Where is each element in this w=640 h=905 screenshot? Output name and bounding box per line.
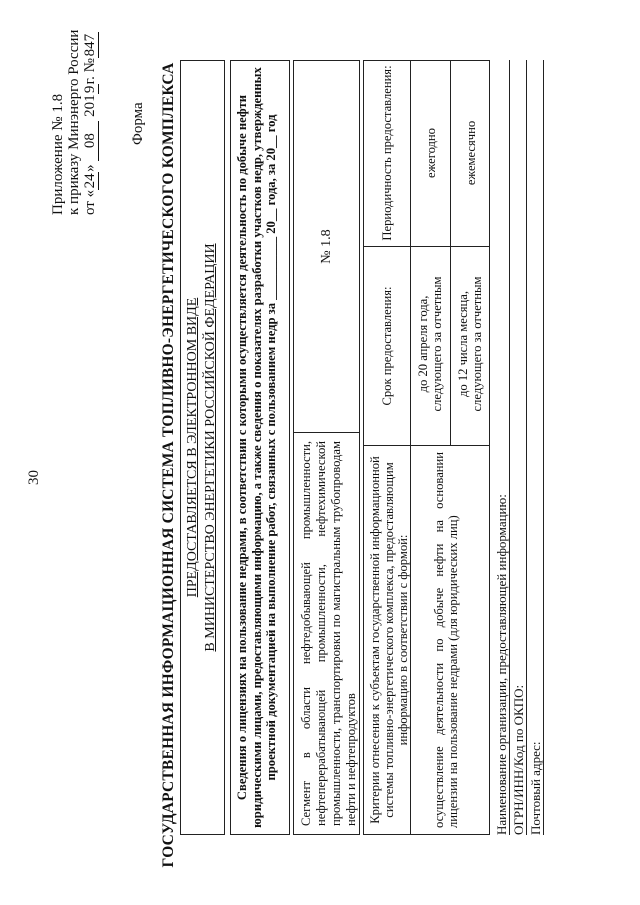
criteria-value: осуществление деятельности по добыче нефти на основании лицензии на пользование недрами (для юридических лиц) bbox=[432, 452, 460, 828]
description-box bbox=[230, 60, 290, 835]
description-line-1: Сведения о лицензиях на пользование недрами, в соответствии с которыми осуществляется деятельность по добыче нефти bbox=[235, 94, 249, 801]
header-deadline: Срок предоставления: bbox=[380, 286, 394, 406]
segment-box bbox=[293, 60, 360, 835]
appendix-title: Приложение № 1.8 bbox=[50, 93, 66, 215]
header-criteria: Критерии отнесения к субъектам государственной информационной системы топливно-энергетического комплекса, предоставляющим информацию в соответствии с формой: bbox=[368, 456, 410, 824]
frequency-monthly: ежемесячно bbox=[464, 120, 478, 186]
deadline-monthly: до 12 числа месяца, следующего за отчетным bbox=[456, 276, 484, 412]
form-number: № 1.8 bbox=[318, 229, 334, 264]
appendix-month: 08 bbox=[82, 121, 99, 161]
appendix-order: к приказу Минэнерго России bbox=[66, 29, 82, 215]
table-divider bbox=[410, 61, 411, 834]
provided-line-1: ПРЕДОСТАВЛЯЕТСЯ В ЭЛЕКТРОННОМ ВИДЕ bbox=[185, 297, 200, 598]
footer-address: Почтовый адрес: bbox=[528, 60, 544, 835]
description-line-3: проектной документацией на выполнение работ, связанных с пользованием недр за __________ 20__ года, за 20__ год bbox=[264, 114, 278, 781]
appendix-block bbox=[50, 15, 99, 215]
provided-box bbox=[180, 60, 225, 835]
appendix-date-line: от «24» 08 2019г. №847 bbox=[82, 33, 98, 215]
footer-ogrn: ОГРН/ИНН/Код по ОКПО: bbox=[511, 60, 527, 835]
table-divider bbox=[450, 61, 451, 446]
criteria-table bbox=[363, 60, 490, 835]
deadline-annual: до 20 апреля года, следующего за отчетным bbox=[416, 276, 444, 412]
header-frequency: Периодичность предоставления: bbox=[380, 65, 394, 241]
appendix-day: 24 bbox=[82, 173, 98, 189]
table-divider bbox=[364, 445, 489, 446]
form-label: Форма bbox=[130, 102, 146, 145]
appendix-number: 847 bbox=[82, 33, 98, 57]
frequency-annual: ежегодно bbox=[424, 128, 438, 178]
description-line-2: юридическими лицами, предоставляющими информацию, а также сведения о показателях разработки участков недр, утвержденных bbox=[249, 67, 264, 828]
table-divider bbox=[364, 246, 489, 247]
footer-org-name: Наименование организации, предоставляющей информацию: bbox=[494, 60, 510, 835]
provided-line-2: В МИНИСТЕРСТВО ЭНЕРГЕТИКИ РОССИЙСКОЙ ФЕДЕРАЦИИ bbox=[203, 243, 218, 652]
segment-text: Сегмент в области нефтедобывающей промышленности, нефтеперерабатывающей промышленности, нефтехимической промышленности, транспортировки по магистральным трубопроводам нефти и нефтепродуктов bbox=[294, 432, 359, 834]
main-title: ГОСУДАРСТВЕННАЯ ИНФОРМАЦИОННАЯ СИСТЕМА ТОПЛИВНО-ЭНЕРГЕТИЧЕСКОГО КОМПЛЕКСА bbox=[160, 62, 177, 868]
appendix-year-digit: 9 bbox=[82, 85, 98, 94]
page-number: 30 bbox=[26, 470, 42, 485]
